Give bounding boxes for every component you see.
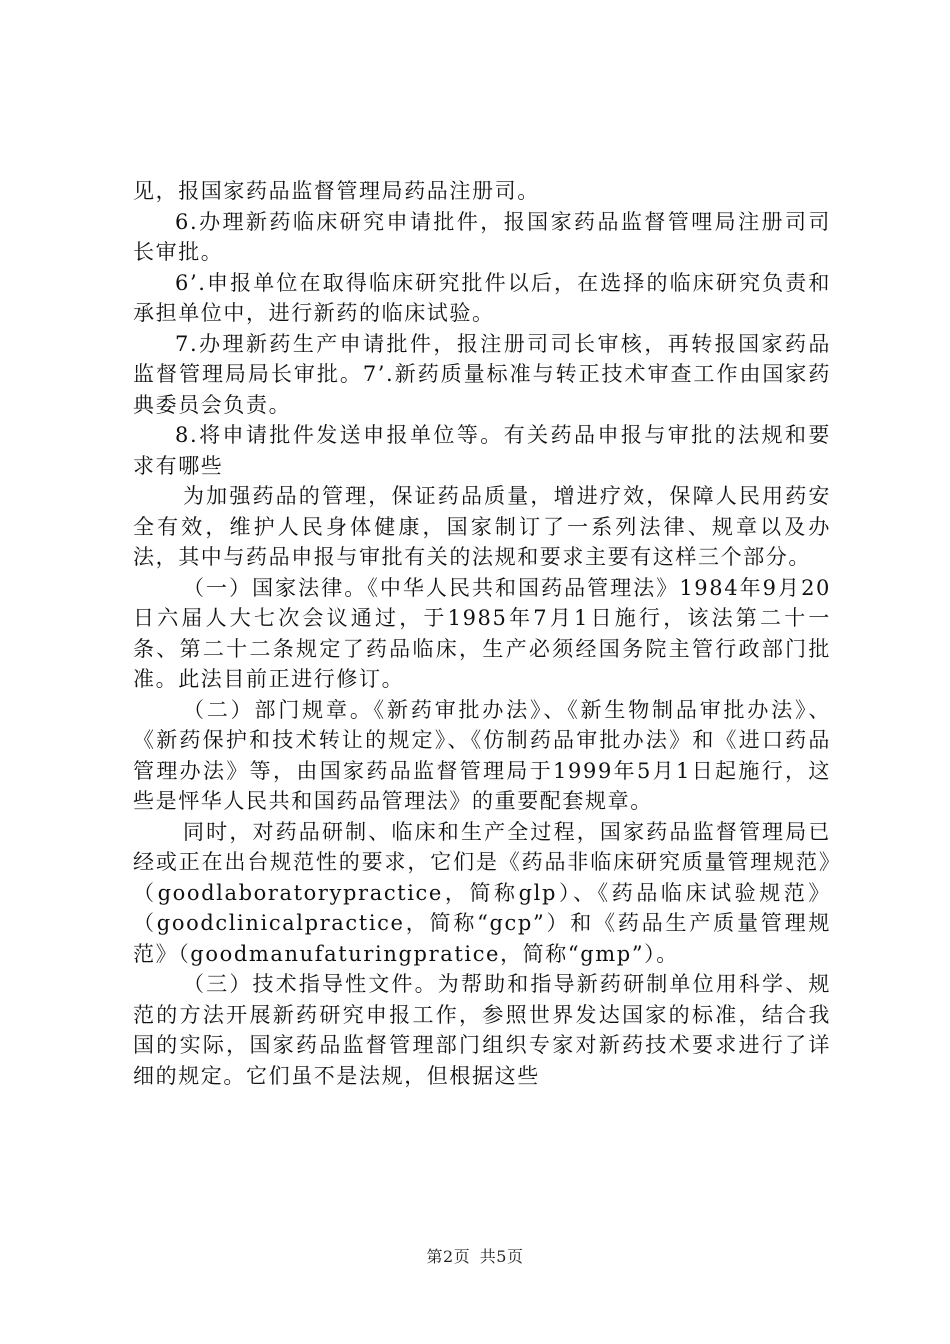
paragraph-5: 8.将申请批件发送申报单位等。有关药品申报与审批的法规和要求有哪些 [133,423,831,478]
paragraph-6: 为加强药品的管理，保证药品质量，增进疗效，保障人民用药安全有效，维护人民身体健康，国家制订了一系列法律、规章以及办法，其中与药品申报与审批有关的法规和要求主要有这样三个部分。 [133,484,831,569]
document-body [133,176,831,1091]
paragraph-9: 同时，对药品研制、临床和生产全过程，国家药品监督管理局已经或正在出台规范性的要求，它们是《药品非临床研究质量管理规范》（goodlaboratorypractice，简称glp）、《药品临床试验规范》（goodclinicalpractice，简称“gcp”）和《药品生产质量管理规范》（goodmanufaturingpratice，简称“gmp”）。 [133,819,831,966]
page-footer [0,1244,950,1267]
paragraph-10: （三）技术指导性文件。为帮助和指导新药研制单位用科学、规范的方法开展新药研究申报工作，参照世界发达国家的标准，结合我国的实际，国家药品监督管理部门组织专家对新药技术要求进行了详细的规定。它们虽不是法规，但根据这些 [133,972,831,1088]
paragraph-2: 6.办理新药临床研究申请批件，报国家药品监督管哩局注册司司长审批。 [133,209,831,264]
paragraph-3: 6’.申报单位在取得临床研究批件以后，在选择的临床研究负责和承担单位中，进行新药的临床试验。 [133,270,831,325]
paragraph-4: 7.办理新药生产申请批件，报注册司司长审核，再转报国家药品监督管理局局长审批。7’.新药质量标准与转正技术审查工作由国家药典委员会负责。 [133,331,831,417]
paragraph-7: （一）国家法律。《中华人民共和国药品管理法》1984年9月20日六届人大七次会议通过，于1985年7月1日施行，该法第二十一条、第二十二条规定了药品临床，生产必须经国务院主管行政部门批准。此法目前正进行修订。 [133,575,831,691]
paragraph-8: （二）部门规章。《新药审批办法》、《新生物制品审批办法》、《新药保护和技术转让的规定》、《仿制药品审批办法》和《进口药品管理办法》等，由国家药品监督管理局于1999年5月1日起施行，这些是怦华人民共和国药品管理法》的重要配套规章。 [133,697,831,813]
paragraph-1: 见，报国家药品监督管理局药品注册司。 [133,179,540,203]
page-number: 第2页 [426,1247,471,1266]
page-total: 共5页 [479,1247,524,1266]
